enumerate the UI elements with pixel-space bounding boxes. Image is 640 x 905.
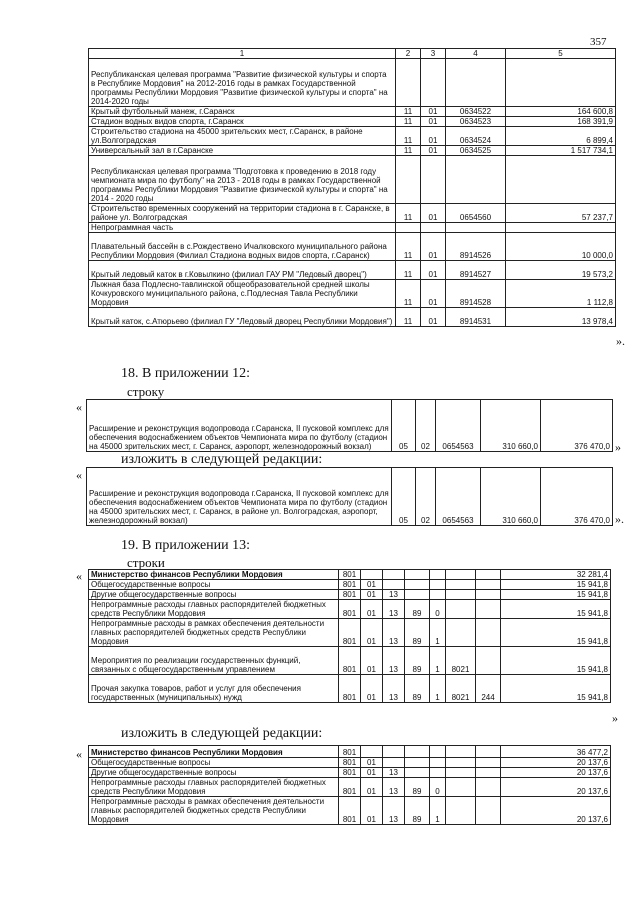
row-program bbox=[405, 590, 430, 600]
row-item: 8021 bbox=[446, 647, 476, 675]
row-subprogram: 1 bbox=[430, 797, 446, 825]
section-19-new-table bbox=[88, 745, 611, 825]
open-quote: « bbox=[76, 468, 82, 482]
row-value: 20 137,6 bbox=[501, 758, 611, 768]
row-name: Министерство финансов Республики Мордовия bbox=[89, 570, 339, 580]
row-ministry-code: 801 bbox=[339, 758, 361, 768]
row-ministry-code: 801 bbox=[339, 580, 361, 590]
row-section: 01 bbox=[361, 758, 383, 768]
row-name: Расширение и реконструкция водопровода г.Саранска, II пусковой комплекс для обеспечения водоснабжением объектов Чемпионата мира по футболу (стадион на 45000 зрительских мест, г. Саранск, в районе ул. Волгоградская, аэропорт, железнодорожный вокзал) bbox=[87, 468, 392, 526]
row-value: 20 137,6 bbox=[501, 768, 611, 778]
table-row bbox=[89, 675, 611, 703]
row-type: 244 bbox=[476, 675, 501, 703]
row-type bbox=[476, 758, 501, 768]
row-name: Общегосударственные вопросы bbox=[89, 758, 339, 768]
row-program bbox=[405, 768, 430, 778]
row-ministry-code: 801 bbox=[339, 778, 361, 797]
row-name: Прочая закупка товаров, работ и услуг для обеспечения государственных (муниципальных) нужд bbox=[89, 675, 339, 703]
row-name: Расширение и реконструкция водопровода г.Саранска, II пусковой комплекс для обеспечения водоснабжением объектов Чемпионата мира по футболу (стадион на 45000 зрительских мест, г. Саранск, аэропорт, железнодорожный вокзал) bbox=[87, 400, 392, 452]
row-type bbox=[476, 580, 501, 590]
row-item bbox=[446, 758, 476, 768]
row-value bbox=[506, 156, 616, 204]
row-subprogram: 1 bbox=[430, 619, 446, 647]
row-code: 0654563 bbox=[436, 468, 481, 526]
row-subprogram bbox=[430, 570, 446, 580]
section-19-subtitle: строки bbox=[127, 555, 165, 570]
row-subsection: 13 bbox=[383, 590, 405, 600]
row-name: Республиканская целевая программа "Развитие физической культуры и спорта в Республике Мордовия" на 2012-2016 годы в рамках Государственной программы Республики Мордовия "Развитие физической культуры и спорта" на 2014-2020 годы bbox=[89, 59, 396, 107]
table-row bbox=[89, 590, 611, 600]
row-program: 89 bbox=[405, 647, 430, 675]
table-row bbox=[89, 204, 616, 223]
row-subprogram: 1 bbox=[430, 675, 446, 703]
row-subsection: 01 bbox=[421, 280, 446, 308]
row-subsection bbox=[383, 746, 405, 758]
row-section: 01 bbox=[361, 600, 383, 619]
row-item bbox=[446, 778, 476, 797]
row-code bbox=[446, 223, 506, 233]
row-name: Общегосударственные вопросы bbox=[89, 580, 339, 590]
row-program: 89 bbox=[405, 600, 430, 619]
row-value: 20 137,6 bbox=[501, 778, 611, 797]
row-value: 19 573,2 bbox=[506, 261, 616, 280]
table-row bbox=[89, 797, 611, 825]
row-name: Стадион водных видов спорта, г.Саранск bbox=[89, 117, 396, 127]
row-program bbox=[405, 580, 430, 590]
row-section: 11 bbox=[396, 127, 421, 146]
table-row bbox=[89, 233, 616, 261]
row-value: 15 941,8 bbox=[501, 580, 611, 590]
table-row bbox=[89, 619, 611, 647]
row-section: 11 bbox=[396, 261, 421, 280]
row-subprogram: 0 bbox=[430, 778, 446, 797]
row-value: 15 941,8 bbox=[501, 675, 611, 703]
row-section: 11 bbox=[396, 308, 421, 327]
row-item bbox=[446, 600, 476, 619]
row-code: 0634523 bbox=[446, 117, 506, 127]
row-subsection bbox=[421, 223, 446, 233]
row-name: Крытый ледовый каток в г.Ковылкино (филиал ГАУ РМ "Ледовый дворец") bbox=[89, 261, 396, 280]
row-code bbox=[446, 156, 506, 204]
row-item bbox=[446, 580, 476, 590]
table-row bbox=[89, 117, 616, 127]
open-quote: « bbox=[76, 400, 82, 414]
row-value: 20 137,6 bbox=[501, 797, 611, 825]
table-row bbox=[89, 758, 611, 768]
row-item bbox=[446, 768, 476, 778]
row-subsection: 01 bbox=[421, 261, 446, 280]
row-program: 89 bbox=[405, 797, 430, 825]
row-subsection bbox=[421, 59, 446, 107]
row-type bbox=[476, 600, 501, 619]
row-subsection bbox=[383, 580, 405, 590]
row-value-1: 310 660,0 bbox=[481, 400, 541, 452]
table-row bbox=[89, 570, 611, 580]
row-value: 1 517 734,1 bbox=[506, 146, 616, 156]
row-name: Непрограммные расходы главных распорядителей бюджетных средств Республики Мордовия bbox=[89, 778, 339, 797]
row-name: Республиканская целевая программа "Подготовка к проведению в 2018 году чемпионата мира по футболу" на 2013 - 2018 годы в рамках Государственной программы Республики Мордовия "Развитие физической культуры и спорта" на 2014 - 2020 годы bbox=[89, 156, 396, 204]
row-item bbox=[446, 590, 476, 600]
row-section bbox=[396, 156, 421, 204]
row-subsection bbox=[421, 156, 446, 204]
row-section: 11 bbox=[396, 107, 421, 117]
row-code: 0634525 bbox=[446, 146, 506, 156]
row-subsection: 13 bbox=[383, 778, 405, 797]
row-type bbox=[476, 746, 501, 758]
row-value-1: 310 660,0 bbox=[481, 468, 541, 526]
row-name: Другие общегосударственные вопросы bbox=[89, 590, 339, 600]
row-name: Министерство финансов Республики Мордовия bbox=[89, 746, 339, 758]
close-quote: ». bbox=[615, 512, 624, 526]
row-subprogram bbox=[430, 768, 446, 778]
row-subsection: 01 bbox=[421, 127, 446, 146]
row-section: 11 bbox=[396, 117, 421, 127]
row-section: 05 bbox=[392, 468, 416, 526]
row-section: 01 bbox=[361, 675, 383, 703]
row-value: 1 112,8 bbox=[506, 280, 616, 308]
table-row bbox=[89, 261, 616, 280]
row-subsection: 01 bbox=[421, 117, 446, 127]
row-section: 01 bbox=[361, 590, 383, 600]
row-section: 01 bbox=[361, 580, 383, 590]
close-quote: » bbox=[615, 440, 621, 454]
section-19-title: 19. В приложении 13: bbox=[121, 538, 251, 553]
row-code: 0654563 bbox=[436, 400, 481, 452]
row-section bbox=[396, 223, 421, 233]
row-code: 8914528 bbox=[446, 280, 506, 308]
section-19-amend-text: изложить в следующей редакции: bbox=[121, 726, 323, 741]
row-subsection: 13 bbox=[383, 619, 405, 647]
table-row bbox=[89, 146, 616, 156]
table-row bbox=[89, 223, 616, 233]
table-row bbox=[89, 107, 616, 117]
row-subprogram bbox=[430, 590, 446, 600]
row-item bbox=[446, 570, 476, 580]
section-19-old-table bbox=[88, 569, 611, 703]
column-header: 3 bbox=[421, 49, 446, 59]
row-value: 15 941,8 bbox=[501, 619, 611, 647]
row-value: 10 000,0 bbox=[506, 233, 616, 261]
row-value: 36 477,2 bbox=[501, 746, 611, 758]
row-value: 168 391,9 bbox=[506, 117, 616, 127]
row-name: Строительство временных сооружений на территории стадиона в г. Саранске, в районе ул. Волгоградская bbox=[89, 204, 396, 223]
column-header: 5 bbox=[506, 49, 616, 59]
row-ministry-code: 801 bbox=[339, 746, 361, 758]
row-value: 32 281,4 bbox=[501, 570, 611, 580]
row-ministry-code: 801 bbox=[339, 619, 361, 647]
row-name: Непрограммные расходы в рамках обеспечения деятельности главных распорядителей бюджетных средств Республики Мордовия bbox=[89, 619, 339, 647]
row-ministry-code: 801 bbox=[339, 600, 361, 619]
row-section bbox=[396, 59, 421, 107]
row-subprogram bbox=[430, 758, 446, 768]
table-header-row bbox=[89, 49, 616, 59]
row-subsection bbox=[383, 758, 405, 768]
row-ministry-code: 801 bbox=[339, 647, 361, 675]
row-name: Непрограммные расходы главных распорядителей бюджетных средств Республики Мордовия bbox=[89, 600, 339, 619]
table-row bbox=[89, 746, 611, 758]
table-row bbox=[89, 156, 616, 204]
row-subsection: 13 bbox=[383, 675, 405, 703]
row-item bbox=[446, 619, 476, 647]
row-type bbox=[476, 647, 501, 675]
row-value: 57 237,7 bbox=[506, 204, 616, 223]
row-ministry-code: 801 bbox=[339, 570, 361, 580]
row-ministry-code: 801 bbox=[339, 797, 361, 825]
row-section: 01 bbox=[361, 778, 383, 797]
row-name: Непрограммная часть bbox=[89, 223, 396, 233]
row-type bbox=[476, 797, 501, 825]
row-code: 8914527 bbox=[446, 261, 506, 280]
table-row bbox=[89, 127, 616, 146]
row-code: 8914531 bbox=[446, 308, 506, 327]
column-header: 4 bbox=[446, 49, 506, 59]
section-18-old-row bbox=[86, 399, 613, 452]
row-section: 11 bbox=[396, 204, 421, 223]
section-18-subtitle: строку bbox=[127, 384, 165, 399]
open-quote: « bbox=[76, 569, 82, 583]
row-program: 89 bbox=[405, 778, 430, 797]
row-value bbox=[506, 223, 616, 233]
row-program bbox=[405, 746, 430, 758]
row-subsection: 13 bbox=[383, 768, 405, 778]
row-subsection: 13 bbox=[383, 600, 405, 619]
row-name: Крытый футбольный манеж, г.Саранск bbox=[89, 107, 396, 117]
row-subsection bbox=[383, 570, 405, 580]
row-value: 15 941,8 bbox=[501, 590, 611, 600]
row-code: 0654560 bbox=[446, 204, 506, 223]
row-subsection: 13 bbox=[383, 797, 405, 825]
row-section: 11 bbox=[396, 233, 421, 261]
page-number: 357 bbox=[590, 36, 607, 48]
row-ministry-code: 801 bbox=[339, 768, 361, 778]
row-section bbox=[361, 570, 383, 580]
row-section bbox=[361, 746, 383, 758]
row-subsection: 13 bbox=[383, 647, 405, 675]
table-row bbox=[89, 580, 611, 590]
row-ministry-code: 801 bbox=[339, 675, 361, 703]
appendix-table-sports bbox=[88, 48, 616, 327]
row-name: Непрограммные расходы в рамках обеспечения деятельности главных распорядителей бюджетных средств Республики Мордовия bbox=[89, 797, 339, 825]
row-name: Плавательный бассейн в с.Рождествено Ичалковского муниципального района Республики Мордовия (Филиал Стадиона водных видов спорта, г.Саранск) bbox=[89, 233, 396, 261]
row-subprogram bbox=[430, 746, 446, 758]
closing-quote: ». bbox=[616, 334, 625, 348]
column-header: 2 bbox=[396, 49, 421, 59]
section-18-amend-text: изложить в следующей редакции: bbox=[121, 452, 323, 467]
row-section: 01 bbox=[361, 619, 383, 647]
row-section: 01 bbox=[361, 797, 383, 825]
row-value-2: 376 470,0 bbox=[541, 468, 613, 526]
row-value: 15 941,8 bbox=[501, 647, 611, 675]
row-program: 89 bbox=[405, 619, 430, 647]
row-code bbox=[446, 59, 506, 107]
row-section: 01 bbox=[361, 647, 383, 675]
row-program bbox=[405, 570, 430, 580]
table-row bbox=[89, 768, 611, 778]
row-type bbox=[476, 570, 501, 580]
row-value bbox=[506, 59, 616, 107]
row-value: 6 899,4 bbox=[506, 127, 616, 146]
row-item bbox=[446, 797, 476, 825]
table-row bbox=[89, 280, 616, 308]
column-header: 1 bbox=[89, 49, 396, 59]
row-subsection: 01 bbox=[421, 204, 446, 223]
row-ministry-code: 801 bbox=[339, 590, 361, 600]
table-row bbox=[89, 308, 616, 327]
row-name: Универсальный зал в г.Саранске bbox=[89, 146, 396, 156]
row-subsection: 02 bbox=[416, 400, 436, 452]
row-item bbox=[446, 746, 476, 758]
row-section: 11 bbox=[396, 280, 421, 308]
row-item: 8021 bbox=[446, 675, 476, 703]
row-subsection: 01 bbox=[421, 233, 446, 261]
table-row bbox=[89, 600, 611, 619]
row-name: Строительство стадиона на 45000 зрительских мест, г.Саранск, в районе ул.Волгоградская bbox=[89, 127, 396, 146]
row-name: Мероприятия по реализации государственных функций, связанных с общегосударственным управлением bbox=[89, 647, 339, 675]
row-subprogram: 0 bbox=[430, 600, 446, 619]
row-subsection: 01 bbox=[421, 308, 446, 327]
close-quote: » bbox=[612, 711, 618, 725]
row-section: 11 bbox=[396, 146, 421, 156]
open-quote: « bbox=[76, 747, 82, 761]
row-type bbox=[476, 768, 501, 778]
row-subsection: 02 bbox=[416, 468, 436, 526]
row-name: Крытый каток, с.Атюрьево (филиал ГУ "Ледовый дворец Республики Мордовия") bbox=[89, 308, 396, 327]
row-type bbox=[476, 619, 501, 647]
table-row bbox=[89, 778, 611, 797]
row-code: 0634522 bbox=[446, 107, 506, 117]
row-type bbox=[476, 778, 501, 797]
table-row bbox=[89, 647, 611, 675]
row-section: 01 bbox=[361, 768, 383, 778]
row-code: 0634524 bbox=[446, 127, 506, 146]
row-subprogram bbox=[430, 580, 446, 590]
row-value: 164 600,8 bbox=[506, 107, 616, 117]
row-value: 13 978,4 bbox=[506, 308, 616, 327]
row-program bbox=[405, 758, 430, 768]
row-program: 89 bbox=[405, 675, 430, 703]
row-type bbox=[476, 590, 501, 600]
section-18-title: 18. В приложении 12: bbox=[121, 366, 251, 381]
row-subsection: 01 bbox=[421, 107, 446, 117]
row-name: Другие общегосударственные вопросы bbox=[89, 768, 339, 778]
section-18-new-row bbox=[86, 467, 613, 526]
row-subsection: 01 bbox=[421, 146, 446, 156]
row-subprogram: 1 bbox=[430, 647, 446, 675]
row-name: Лыжная база Подлесно-тавлинской общеобразовательной средней школы Кочкуровского муниципального района, с.Подлесная Тавла Республики Мордовия bbox=[89, 280, 396, 308]
row-value: 15 941,8 bbox=[501, 600, 611, 619]
table-row bbox=[89, 59, 616, 107]
row-value-2: 376 470,0 bbox=[541, 400, 613, 452]
row-code: 8914526 bbox=[446, 233, 506, 261]
row-section: 05 bbox=[392, 400, 416, 452]
